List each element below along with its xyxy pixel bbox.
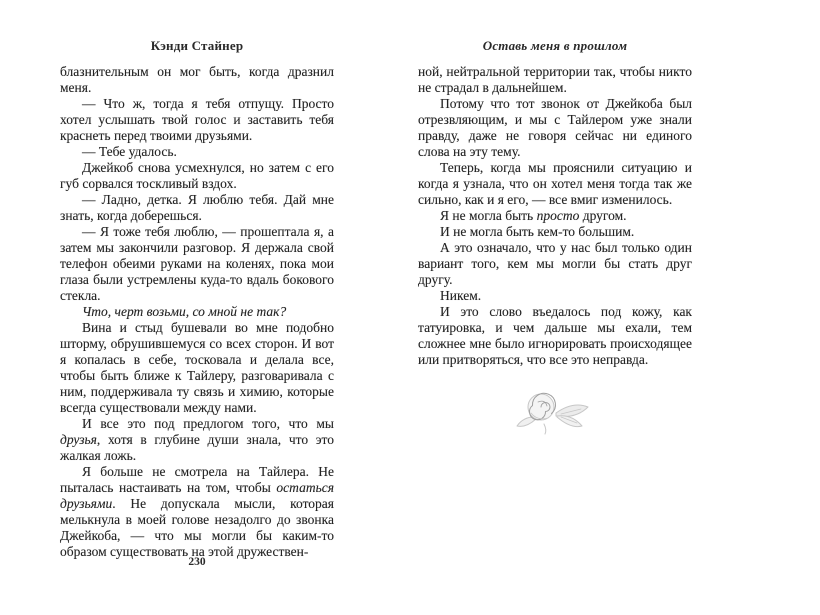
- paragraph: [60, 160, 334, 192]
- running-head-book-title: Оставь меня в прошлом: [482, 38, 628, 53]
- paragraph: [418, 224, 692, 240]
- emphasized-text: просто: [536, 208, 580, 223]
- body-text-segment: блазнительным он мог быть, когда дразнил меня.: [60, 64, 334, 95]
- rose-sketch-icon: [511, 384, 599, 440]
- paragraph: [60, 320, 334, 416]
- page-number: 230: [188, 556, 206, 568]
- left-page: [60, 38, 334, 560]
- emphasized-text: остаться друзьями: [60, 480, 334, 511]
- body-text-segment: другом.: [579, 208, 627, 223]
- body-text-segment: Потому что тот звонок от Джейкоба был отрезвляющим, и мы с Тайлером уже знали правду, даже не говоря сейчас ни единого слова на эту тему.: [418, 96, 692, 159]
- emphasized-text: друзья: [60, 432, 97, 447]
- paragraph: [60, 416, 334, 464]
- body-text-segment: — Тебе удалось.: [82, 144, 177, 159]
- paragraph: [60, 224, 334, 304]
- body-text-segment: Я не могла быть: [440, 208, 537, 223]
- paragraph: [60, 64, 334, 96]
- paragraph: [418, 304, 692, 368]
- running-head-author: Кэнди Стайнер: [150, 38, 244, 53]
- body-text-segment: Никем.: [440, 288, 482, 303]
- body-text-segment: — Что ж, тогда я тебя отпущу. Просто хотел услышать твой голос и заставить тебя краснеть перед твоими друзьями.: [60, 96, 334, 143]
- body-text-segment: Вина и стыд бушевали во мне подобно шторму, обрушившемуся со всех сторон. И вот я копалась в себе, тосковала и делала все, чтобы быть ближе к Тайлеру, разговаривала с ним, поддерживала ту связь и химию, которые всегда существовали между нами.: [60, 320, 334, 415]
- emphasized-text: Что, черт возьми, со мной не так?: [82, 304, 287, 319]
- body-text-segment: . Не допускала мысли, которая мелькнула в моей голове незадолго до звонка Джейкоба, — что мы могли бы каким-то образом существовать на этой дружествен-: [60, 496, 334, 559]
- flower-illustration: [418, 384, 692, 440]
- paragraph: [418, 64, 692, 96]
- paragraph: [60, 96, 334, 144]
- body-text-segment: ной, нейтральной территории так, чтобы никто не страдал в дальнейшем.: [418, 64, 692, 95]
- body-text-segment: И все это под предлогом того, что мы: [82, 416, 334, 431]
- right-page: [418, 38, 692, 440]
- body-text-segment: И не могла быть кем-то большим.: [440, 224, 635, 239]
- paragraph: [60, 144, 334, 160]
- body-text-segment: И это слово въедалось под кожу, как татуировка, и чем дальше мы ехали, тем сложнее мне было игнорировать происходящее или притворяться, что все это неправда.: [418, 304, 692, 367]
- paragraph: [418, 240, 692, 288]
- paragraph: [418, 288, 692, 304]
- paragraph: [418, 96, 692, 160]
- body-text-segment: — Я тоже тебя люблю, — прошептала я, а затем мы закончили разговор. Я держала свой телефон обеими руками на коленях, пока мои глаза были устремлены куда-то вдаль бокового стекла.: [60, 224, 334, 303]
- right-page-text: [418, 64, 692, 368]
- body-text-segment: Я больше не смотрела на Тайлера. Не пыталась настаивать на том, чтобы: [60, 464, 334, 495]
- paragraph: [60, 304, 334, 320]
- body-text-segment: А это означало, что у нас был только один вариант того, кем мы могли бы стать друг другу.: [418, 240, 692, 287]
- body-text-segment: Теперь, когда мы прояснили ситуацию и когда я узнала, что он хотел меня тогда так же сильно, как и я его, — все вмиг изменилось.: [418, 160, 692, 207]
- left-page-text: [60, 64, 334, 560]
- paragraph: [418, 208, 692, 224]
- paragraph: [60, 192, 334, 224]
- body-text-segment: Джейкоб снова усмехнулся, но затем с его губ сорвался тоскливый вздох.: [60, 160, 334, 191]
- paragraph: [60, 464, 334, 560]
- body-text-segment: , хотя в глубине души знала, что это жалкая ложь.: [60, 432, 334, 463]
- body-text-segment: — Ладно, детка. Я люблю тебя. Дай мне знать, когда доберешься.: [60, 192, 334, 223]
- paragraph: [418, 160, 692, 208]
